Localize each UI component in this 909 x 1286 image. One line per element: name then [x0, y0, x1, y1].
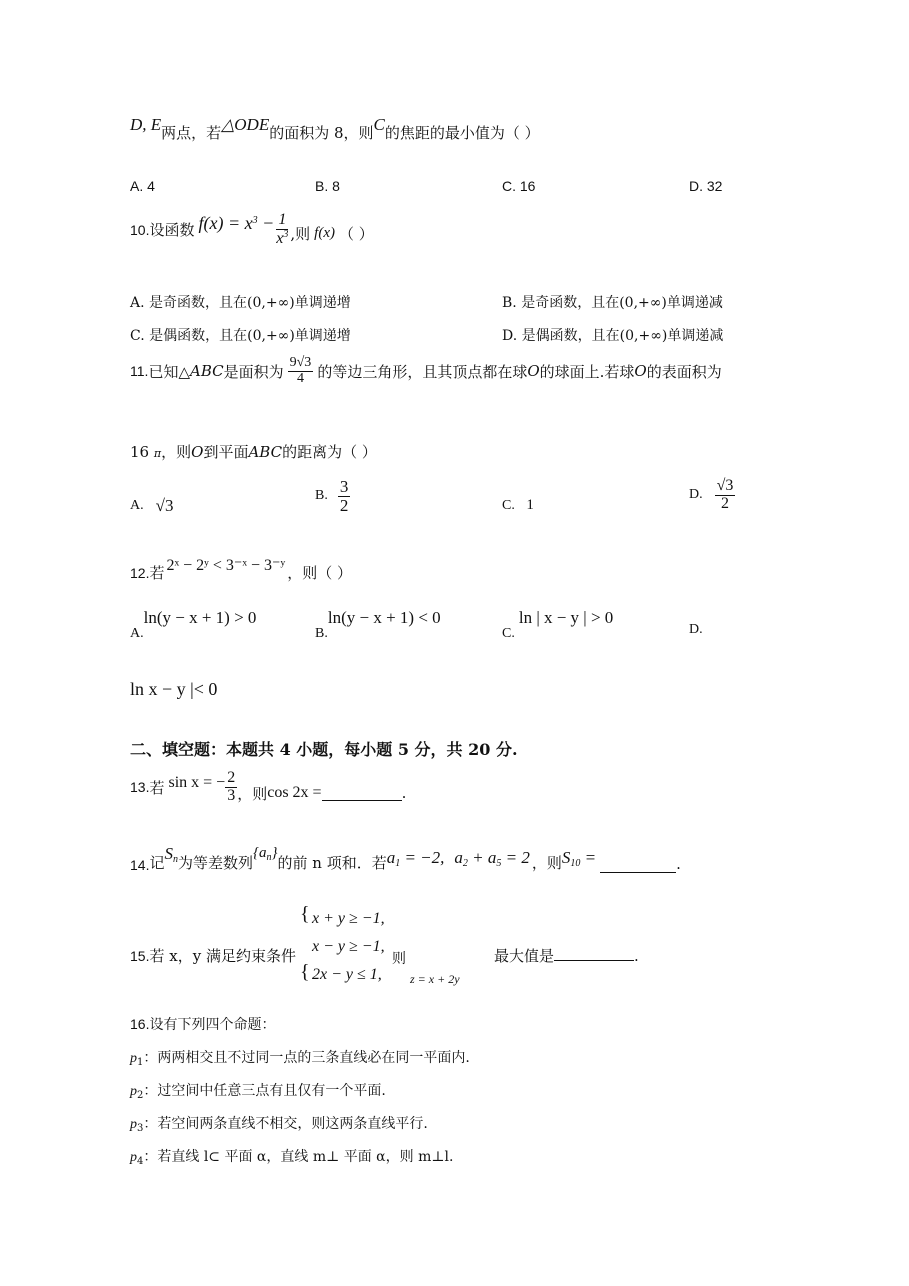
- q11-number: 11.: [130, 363, 149, 380]
- q12-option-d-expr: ln x − y |< 0: [130, 679, 218, 699]
- q12-option-d-label: D.: [689, 622, 703, 637]
- q9-text3: 的焦距的最小值为（ ）: [384, 124, 540, 142]
- q9-option-a: A. 4: [130, 178, 155, 194]
- q16-number: 16.: [130, 1016, 150, 1032]
- q14-answer-blank[interactable]: [600, 858, 676, 873]
- q11-line2: 16 π，则O到平面ABC的距离为（ ）: [130, 443, 377, 461]
- q12-option-a: A.ln(y − x + 1) > 0: [130, 608, 257, 641]
- q9-text1: 两点，若: [161, 124, 222, 142]
- q9-option-b: B. 8: [315, 178, 340, 194]
- q10-stem: [130, 212, 374, 248]
- q10-stem-text: 设函数: [149, 221, 195, 240]
- q15-stem: 15.若 x，y 满足约束条件: [130, 947, 296, 965]
- q12-number: 12.: [130, 565, 150, 581]
- q9-text2: 的面积为 8，则: [269, 124, 374, 142]
- q15-constraint-3: 2x − y ≤ 1,: [312, 966, 382, 983]
- q13-answer-blank[interactable]: [322, 786, 402, 801]
- q11-fraction: $\frac{9√3}{4}$: [289, 355, 312, 386]
- q11-option-b: B. $\frac{3}{2}$: [315, 477, 349, 515]
- q10-option-d: D. 是偶函数，且在(0,+∞)单调递减: [502, 328, 724, 344]
- q10-option-b: B. 是奇函数，且在(0,+∞)单调递减: [502, 295, 723, 311]
- q10-number: 10.: [130, 221, 150, 238]
- q16-prop-3: $p_3$：若空间两条直线不相交，则这两条直线平行.: [130, 1116, 428, 1134]
- q13-line: 13. 若 sin x = − $\frac{2}{3}$ ，则 cos 2x = .: [130, 769, 407, 804]
- q10-option-c: C. 是偶函数，且在(0,+∞)单调递增: [130, 328, 351, 344]
- q16-prop-1: $p_1$：两两相交且不过同一点的三条直线必在同一平面内.: [130, 1050, 470, 1068]
- q11-line1: [130, 356, 722, 386]
- q15-objective: z = x + 2y: [410, 972, 460, 986]
- q10-stem-tail: ,则: [290, 225, 311, 244]
- q11-o2: O: [634, 362, 647, 381]
- q9-stem-line: [130, 115, 540, 143]
- q16-stem: 16.设有下列四个命题：: [130, 1016, 276, 1033]
- q11-text3: 的等边三角形，且其顶点都在球: [317, 362, 528, 381]
- q15-brace: {: [300, 903, 310, 925]
- q12-option-c: C.ln | x − y | > 0: [502, 608, 614, 641]
- q11-text2: 是面积为: [223, 362, 284, 381]
- q15-constraint-2: x − y ≥ −1,: [312, 938, 385, 955]
- section-title: 二、填空题：本题共 4 小题，每小题 5 分，共 20 分.: [130, 740, 518, 759]
- q11-option-d: D. $\frac{√3}{2}$: [689, 477, 734, 512]
- q15-number: 15.: [130, 948, 150, 964]
- q10-fx: f(x): [314, 225, 335, 242]
- q11-text5: 的表面积为: [646, 362, 722, 381]
- q11-option-c: C. 1: [502, 497, 534, 513]
- q16-prop-2: $p_2$：过空间中任意三点有且仅有一个平面.: [130, 1083, 386, 1101]
- q16-prop-4: $p_4$：若直线 l⊂ 平面 α，直线 m⊥ 平面 α，则 m⊥l.: [130, 1149, 454, 1167]
- q11-text1: 已知△: [148, 362, 190, 381]
- q10-fraction: $\frac{1}{x^3}$: [276, 211, 289, 247]
- q14-line: 14. 记 $S_n$ 为等差数列 $\{a_n\}$ 的前 n 项和．若 $a_1 = -2$, $a_2 + a_5 = 2$ ，则 $S_{10}$ = .: [130, 844, 681, 873]
- q15-brace-lower: {: [300, 961, 310, 983]
- q11-text4: 的球面上.若球: [539, 362, 635, 381]
- q10-option-a: A. 是奇函数，且在(0,+∞)单调递增: [130, 295, 351, 311]
- q12-option-b: B.ln(y − x + 1) < 0: [315, 608, 441, 641]
- q10-paren: （ ）: [338, 225, 374, 244]
- q9-triangle: △ODE: [221, 115, 270, 134]
- q15-constraint-1: x + y ≥ −1,: [312, 910, 385, 927]
- q12-stem: 12.若 2ˣ − 2ʸ < 3⁻ˣ − 3⁻ʸ ，则（ ）: [130, 557, 352, 582]
- q15-answer-blank[interactable]: [554, 946, 634, 961]
- q15-tail: 最大值是 .: [494, 947, 639, 965]
- q9-var-c: C: [373, 115, 385, 134]
- q11-abc: ABC: [189, 362, 224, 381]
- q15-then: 则: [392, 951, 406, 967]
- q11-o1: O: [527, 362, 540, 381]
- q10-function: $f(x) = x^3$ −: [198, 213, 275, 234]
- q14-number: 14.: [130, 857, 150, 873]
- q9-math-de: D, E: [130, 115, 162, 134]
- q9-option-c: C. 16: [502, 178, 536, 194]
- q9-option-d: D. 32: [689, 178, 723, 194]
- q13-number: 13.: [130, 779, 150, 796]
- q11-option-a: A. √3: [130, 496, 174, 515]
